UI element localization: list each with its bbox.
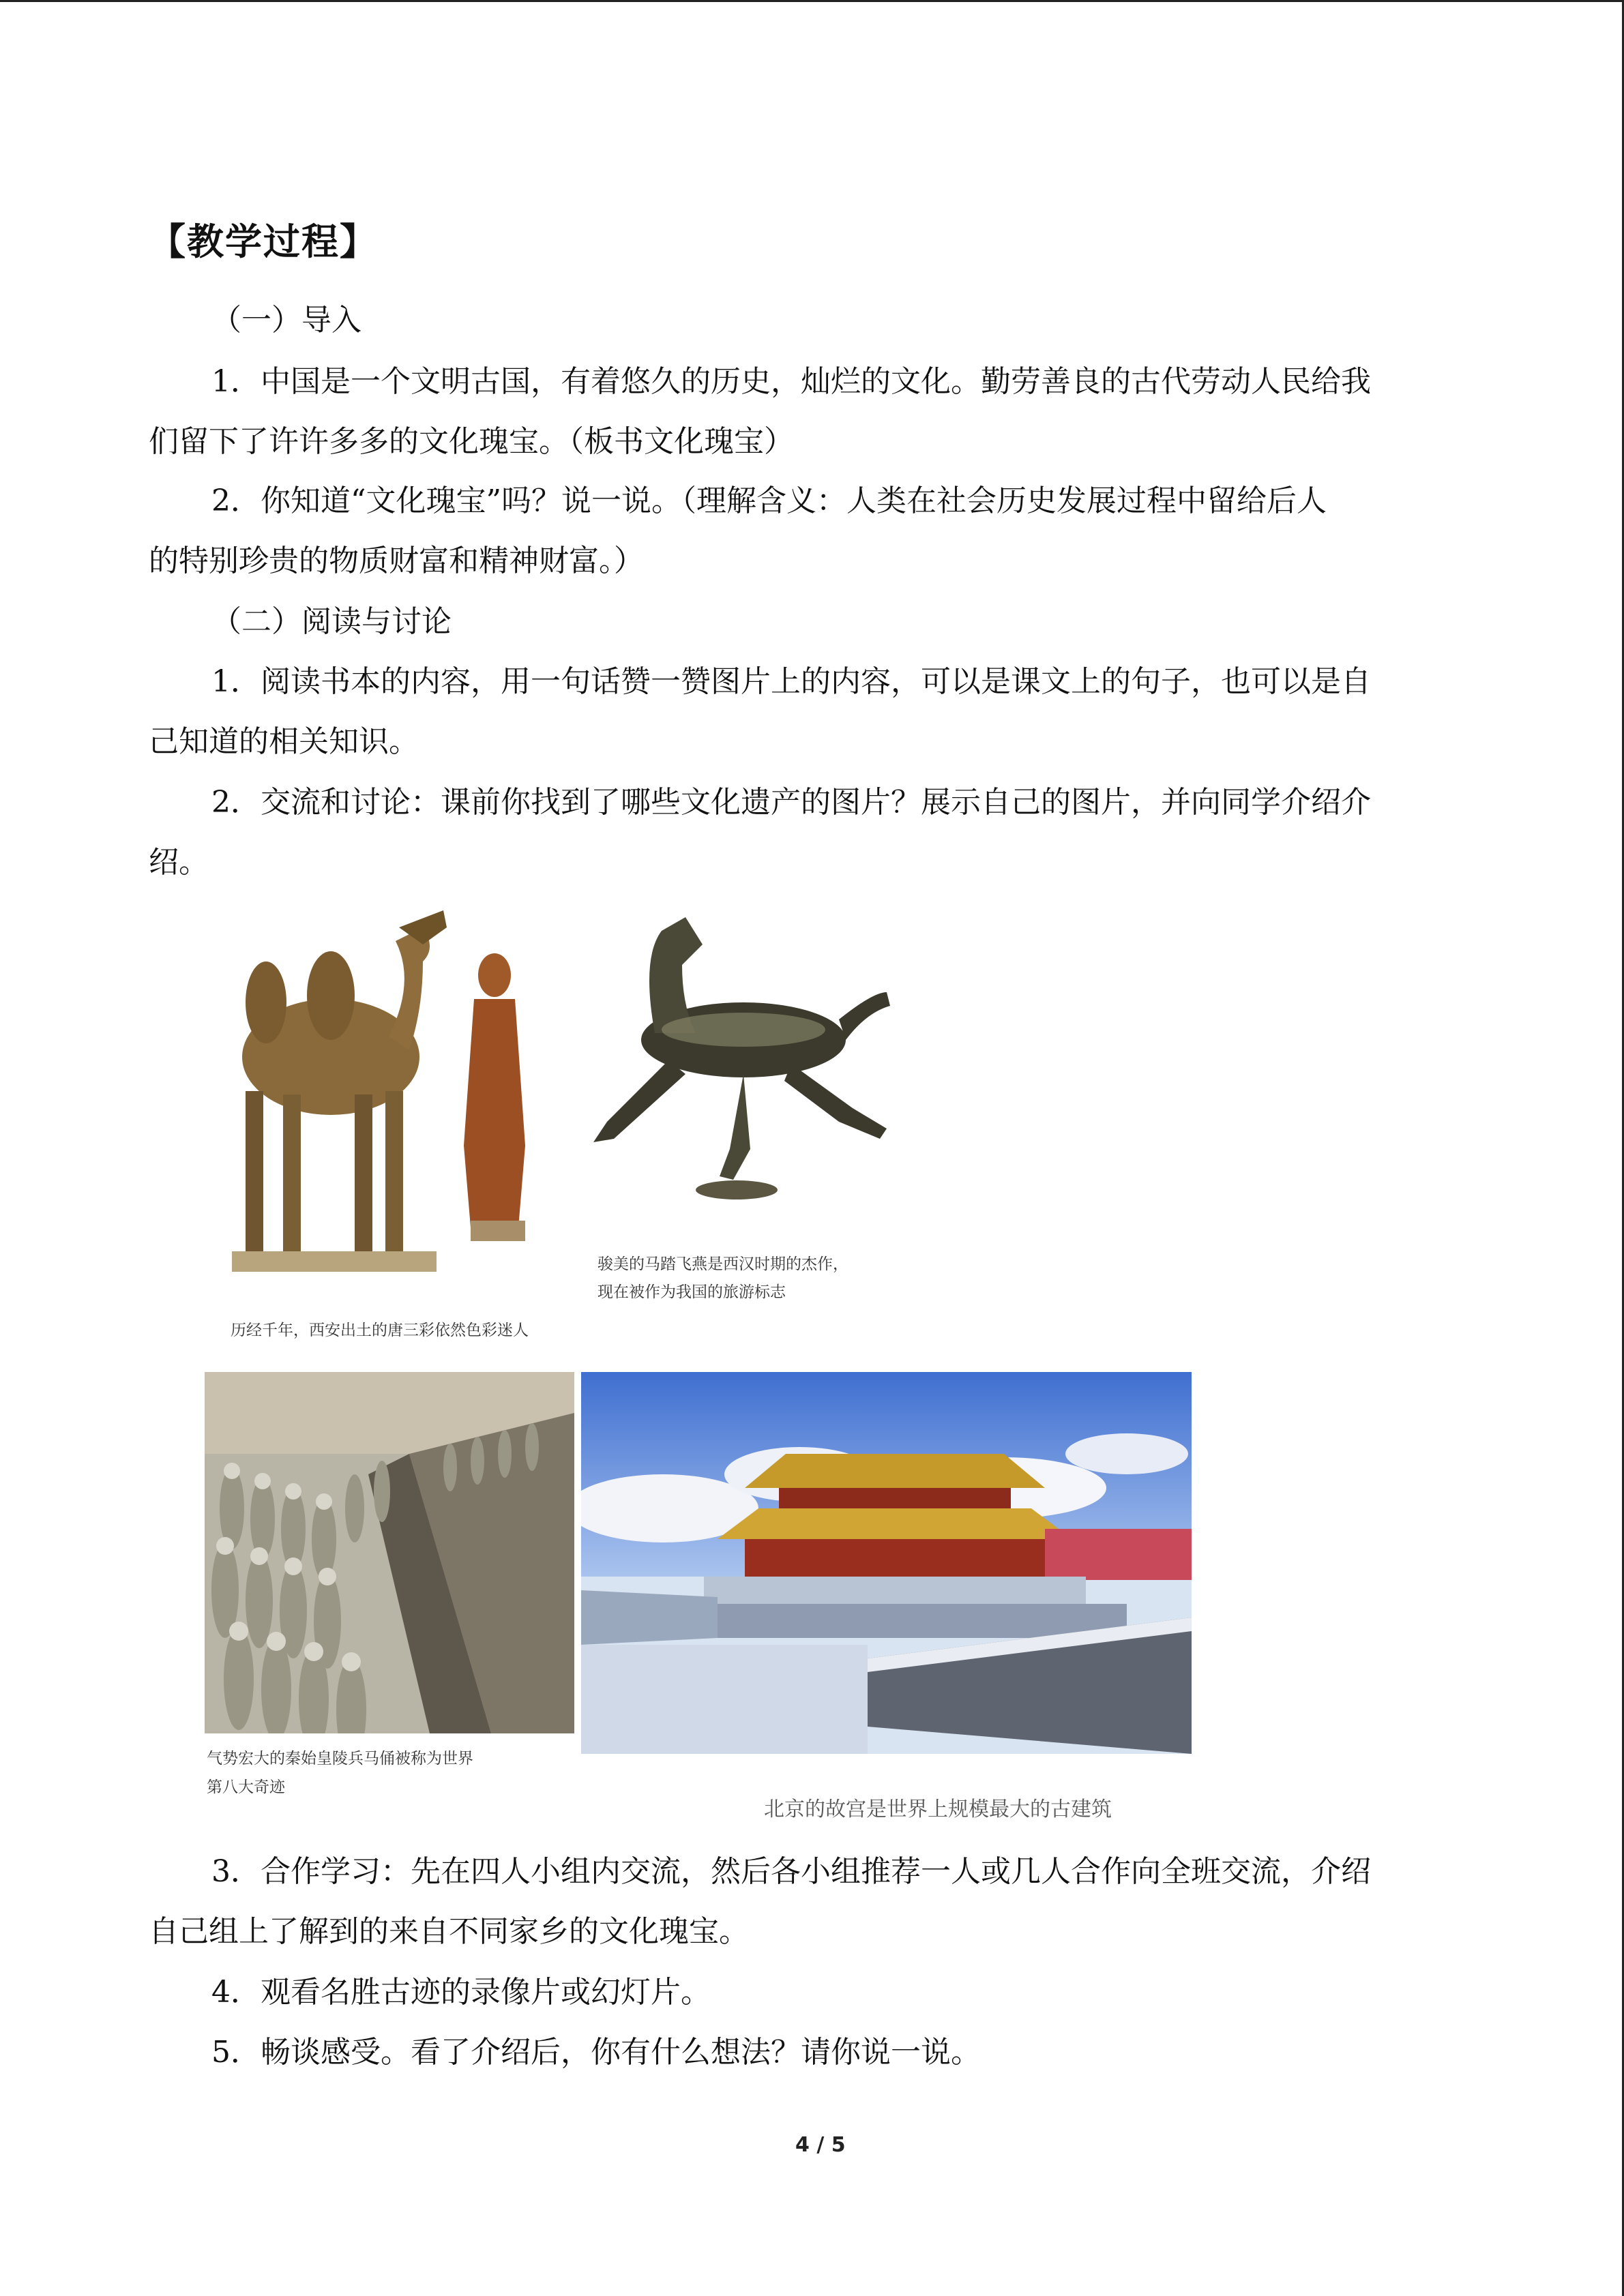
subsection-title: （二）阅读与讨论 xyxy=(211,604,452,639)
paragraph-line: 2．你知道“文化瑰宝”吗？说一说。（理解含义：人类在社会历史发展过程中留给后人 xyxy=(211,483,1327,518)
terracotta-warriors-image xyxy=(205,1372,574,1733)
paragraph-line: 5．畅谈感受。看了介绍后，你有什么想法？请你说一说。 xyxy=(211,2035,981,2070)
bronze-horse-image xyxy=(566,904,921,1217)
paragraph-line: 2．交流和讨论：课前你找到了哪些文化遗产的图片？展示自己的图片，并向同学介绍介 xyxy=(211,785,1371,820)
figure-caption: 现在被作为我国的旅游标志 xyxy=(597,1283,786,1301)
paragraph-line: 4．观看名胜古迹的录像片或幻灯片。 xyxy=(211,1975,711,2010)
subsection-title: （一）导入 xyxy=(211,303,361,338)
paragraph-line: 己知道的相关知识。 xyxy=(149,724,419,759)
figure-caption: 气势宏大的秦始皇陵兵马俑被称为世界 xyxy=(207,1750,473,1768)
section-heading: 【教学过程】 xyxy=(149,220,378,263)
figure-caption: 历经千年，西安出土的唐三彩依然色彩迷人 xyxy=(231,1322,529,1339)
paragraph-line: 们留下了许许多多的文化瑰宝。（板书文化瑰宝） xyxy=(149,424,794,459)
paragraph-line: 1．中国是一个文明古国，有着悠久的历史，灿烂的文化。勤劳善良的古代劳动人民给我 xyxy=(211,364,1371,399)
page-number: 4 / 5 xyxy=(795,2133,846,2157)
page-border xyxy=(0,0,1624,2)
paragraph-line: 3．合作学习：先在四人小组内交流，然后各小组推荐一人或几人合作向全班交流，介绍 xyxy=(211,1854,1371,1889)
paragraph-line: 自己组上了解到的来自不同家乡的文化瑰宝。 xyxy=(149,1914,749,1949)
figure-caption: 第八大奇迹 xyxy=(207,1778,285,1796)
forbidden-city-image xyxy=(581,1372,1192,1774)
figure-caption: 骏美的马踏飞燕是西汉时期的杰作， xyxy=(597,1255,848,1273)
paragraph-line: 1．阅读书本的内容，用一句话赞一赞图片上的内容，可以是课文上的句子，也可以是自 xyxy=(211,664,1371,699)
paragraph-line: 绍。 xyxy=(149,845,209,880)
figure-caption: 北京的故宫是世界上规模最大的古建筑 xyxy=(764,1798,1112,1821)
tang-sancai-image xyxy=(218,900,546,1309)
paragraph-line: 的特别珍贵的物质财富和精神财富。） xyxy=(149,543,644,578)
